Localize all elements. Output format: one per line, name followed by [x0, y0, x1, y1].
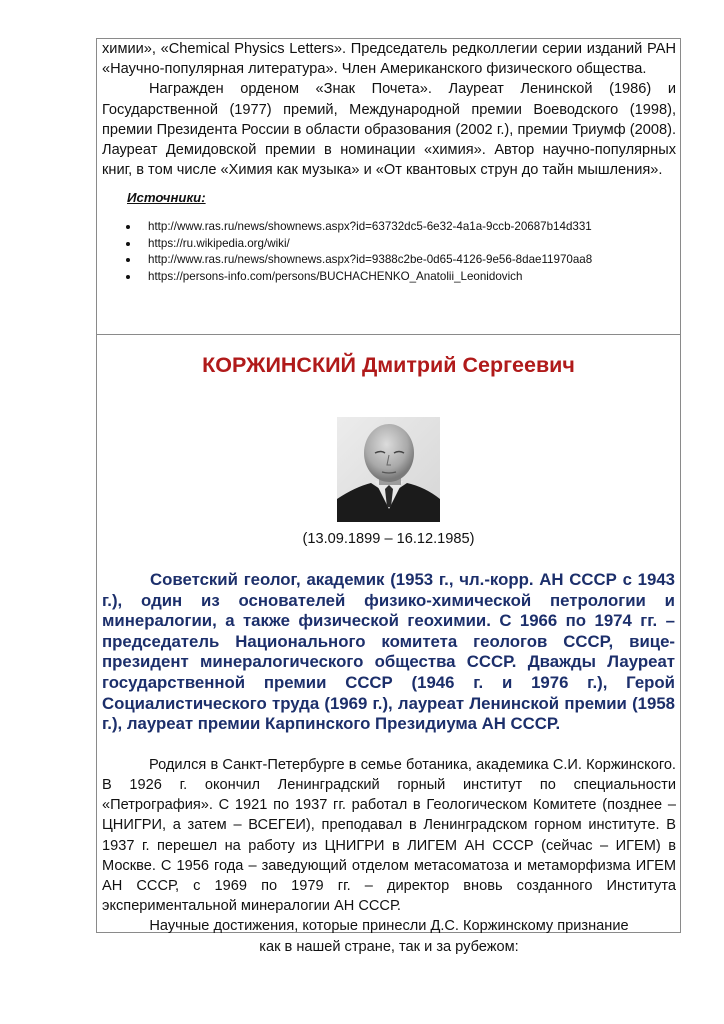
person-name: КОРЖИНСКИЙ Дмитрий Сергеевич [202, 353, 575, 377]
source-link[interactable] [97, 269, 680, 285]
bullet-icon [126, 258, 130, 262]
source-link[interactable] [97, 236, 680, 252]
sources-list [97, 219, 680, 285]
bullet-icon [126, 275, 130, 279]
summary-paragraph: Советский геолог, академик (1953 г., чл.-корр. АН СССР с 1943 г.), один из основателей физико-химической петрологии и минералогии, а также физической геохимии. С 1966 по 1974 гг. – председатель Национального комитета геологов СССР, вице-президент минералогического общества СССР. Дважды Лауреат государственной премии СССР (1946 г. и 1976 г.), Герой Социалистического труда (1969 г.), лауреат Ленинской премии (1958 г.), лауреат премии Карпинского Президиума АН СССР. [102, 570, 675, 734]
source-url[interactable]: https://persons-info.com/persons/BUCHACHENKO_Anatolii_Leonidovich [148, 269, 523, 283]
source-url[interactable]: http://www.ras.ru/news/shownews.aspx?id=63732dc5-6e32-4a1a-9ccb-20687b14d331 [148, 220, 592, 234]
person-entry-cell [97, 335, 680, 955]
document-table [96, 38, 681, 955]
portrait-photo [337, 417, 440, 522]
bullet-icon [126, 242, 130, 246]
paragraph-memberships: химии», «Chemical Physics Letters». Председатель редколлегии серии изданий РАН «Научно-популярная литература». Член Американского физического общества. [102, 41, 676, 78]
life-dates: (13.09.1899 – 16.12.1985) [302, 531, 475, 547]
source-link[interactable] [97, 252, 680, 268]
paragraph-awards: Награжден орденом «Знак Почета». Лауреат Ленинской (1986) и Государственной (1977) премий, Международной премии Воеводского (1998), премии Президента России в области образования (2002 г.), премии Триумф (2008). Лауреат Демидовской премии в номинации «химия». Автор научно-популярных книг, в том числе «Химия как музыка» и «От квантовых струн до тайн мышления». [102, 81, 676, 179]
achievements-intro-line-2: как в нашей стране, так и за рубежом: [259, 938, 519, 955]
biography-paragraph: Родился в Санкт-Петербурге в семье ботаника, академика С.И. Коржинского. В 1926 г. окончил Ленинградский горный институт по специальности «Петрография». С 1921 по 1937 гг. работал в Геологическом Комитете (позднее – ЦНИГРИ, а затем – ВСЕГЕИ), преподавал в Ленинградском горном институте. В 1937 г. перешел на работу из ЦНИГРИ в ЛИГЕМ АН СССР (сейчас – ИГЕМ) в Москве. С 1956 года – заведующий отделом метасоматоза и метаморфизма ИГЕМ АН СССР, с 1969 по 1979 гг. – директор вновь созданного Института экспериментальной минералогии АН СССР. [102, 756, 676, 915]
sources-heading: Источники: [127, 190, 206, 206]
portrait-image [337, 417, 440, 522]
source-link[interactable] [97, 219, 680, 235]
source-url[interactable]: http://www.ras.ru/news/shownews.aspx?id=9388c2be-0d65-4126-9e56-8dae11970aa8 [148, 253, 593, 267]
source-url[interactable]: https://ru.wikipedia.org/wiki/ [148, 236, 290, 250]
bullet-icon [126, 225, 130, 229]
previous-entry-cell [97, 39, 680, 335]
achievements-intro-line-1: Научные достижения, которые принесли Д.С. Коржинскому признание [149, 918, 629, 935]
